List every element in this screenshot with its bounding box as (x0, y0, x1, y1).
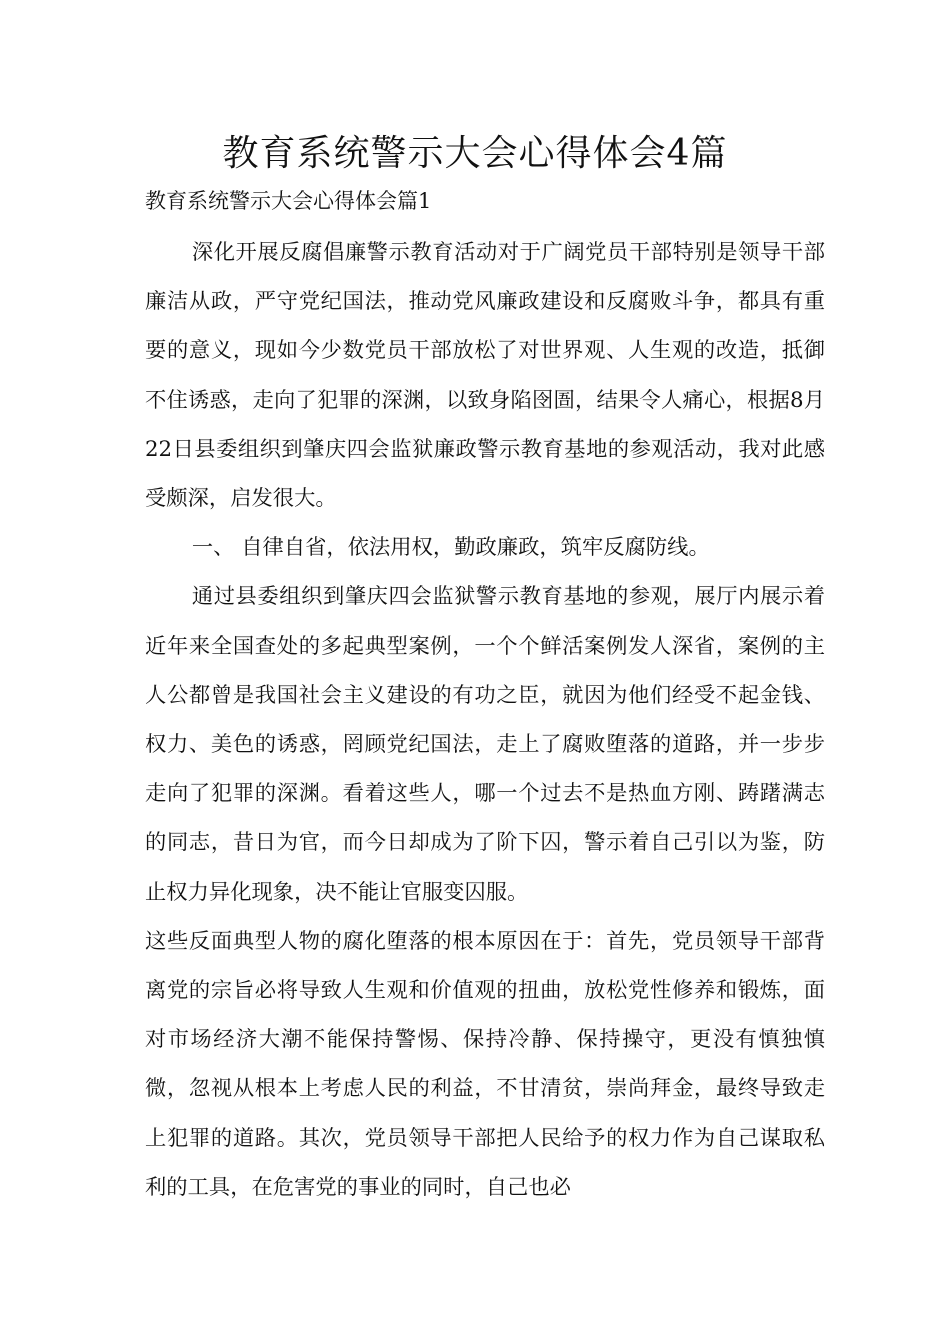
paragraph-visit: 通过县委组织到肇庆四会监狱警示教育基地的参观，展厅内展示着近年来全国查处的多起典型案例，一个个鲜活案例发人深省，案例的主人公都曾是我国社会主义建设的有功之臣，就因为他们经受不起金钱、权力、美色的诱惑，罔顾党纪国法，走上了腐败堕落的道路，并一步步走向了犯罪的深渊。看着这些人，哪一个过去不是热血方刚、踌躇满志的同志，昔日为官，而今日却成为了阶下囚，警示着自己引以为鉴，防止权力异化现象，决不能让官服变囚服。 (145, 584, 825, 905)
paragraph-intro: 深化开展反腐倡廉警示教育活动对于广阔党员干部特别是领导干部廉洁从政，严守党纪国法，推动党风廉政建设和反腐败斗争，都具有重要的意义，现如今少数党员干部放松了对世界观、人生观的改造，抵御不住诱惑，走向了犯罪的深渊，以致身陷囹圄，结果令人痛心，根据8月22日县委组织到肇庆四会监狱廉政警示教育基地的参观活动，我对此感受颇深，启发很大。 (145, 240, 825, 512)
document-body (145, 228, 825, 1212)
paragraph-reasons: 这些反面典型人物的腐化堕落的根本原因在于：首先，党员领导干部背离党的宗旨必将导致人生观和价值观的扭曲，放松党性修养和锻炼，面对市场经济大潮不能保持警惕、保持冷静、保持操守，更没有慎独慎微，忽视从根本上考虑人民的利益，不甘清贫，崇尚拜金，最终导致走上犯罪的道路。其次，党员领导干部把人民给予的权力作为自己谋取私利的工具，在危害党的事业的同时，自己也必 (145, 928, 825, 1200)
section-heading: 教育系统警示大会心得体会篇1 (145, 189, 432, 213)
paragraph-point-one: 一、 自律自省，依法用权，勤政廉政，筑牢反腐防线。 (191, 535, 710, 561)
document-title: 教育系统警示大会心得体会4篇 (222, 133, 728, 174)
